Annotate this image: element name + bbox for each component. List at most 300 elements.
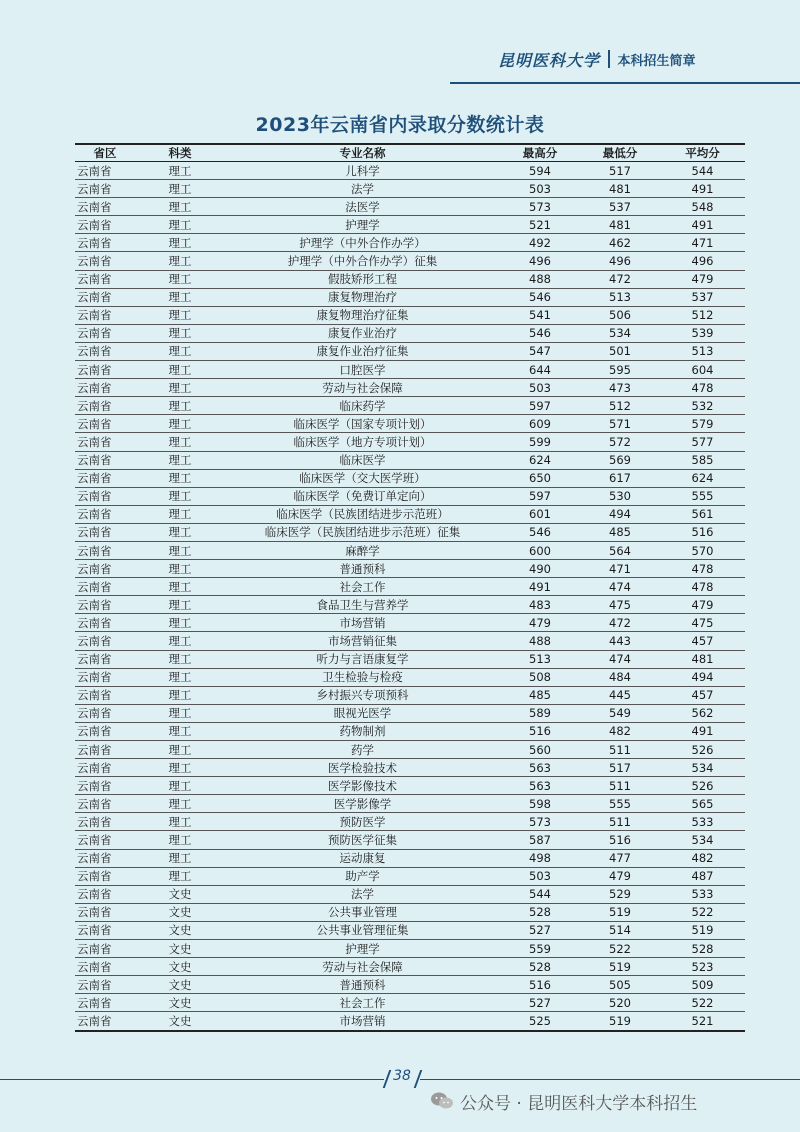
cell-min-score: 472 [580, 270, 660, 288]
cell-max-score: 644 [500, 361, 580, 379]
table-row [75, 849, 745, 867]
cell-major: 医学影像技术 [225, 777, 500, 795]
cell-province: 云南省 [75, 397, 135, 415]
cell-category: 理工 [135, 596, 225, 614]
cell-province: 云南省 [75, 903, 135, 921]
cell-min-score: 537 [580, 198, 660, 216]
cell-major: 普通预科 [225, 976, 500, 994]
cell-category: 理工 [135, 722, 225, 740]
cell-max-score: 498 [500, 849, 580, 867]
cell-min-score: 511 [580, 777, 660, 795]
cell-major: 康复物理治疗 [225, 288, 500, 306]
page-number: 38 [384, 1068, 420, 1090]
table-row [75, 940, 745, 958]
cell-province: 云南省 [75, 994, 135, 1012]
cell-max-score: 546 [500, 523, 580, 541]
cell-major: 法学 [225, 180, 500, 198]
cell-min-score: 481 [580, 216, 660, 234]
cell-province: 云南省 [75, 867, 135, 885]
cell-max-score: 609 [500, 415, 580, 433]
cell-category: 理工 [135, 505, 225, 523]
table-row [75, 523, 745, 541]
cell-min-score: 549 [580, 704, 660, 722]
brochure-title: 本科招生简章 [617, 53, 696, 69]
cell-major: 临床医学（免费订单定向） [225, 487, 500, 505]
table-row [75, 759, 745, 777]
cell-province: 云南省 [75, 198, 135, 216]
cell-max-score: 528 [500, 958, 580, 976]
cell-major: 临床医学（民族团结进步示范班）征集 [225, 523, 500, 541]
cell-province: 云南省 [75, 270, 135, 288]
cell-max-score: 527 [500, 921, 580, 939]
cell-category: 理工 [135, 198, 225, 216]
table-row [75, 288, 745, 306]
cell-major: 预防医学征集 [225, 831, 500, 849]
cell-major: 药物制剂 [225, 722, 500, 740]
cell-max-score: 528 [500, 903, 580, 921]
running-header [498, 44, 778, 74]
cell-min-score: 494 [580, 505, 660, 523]
cell-province: 云南省 [75, 958, 135, 976]
cell-min-score: 517 [580, 162, 660, 180]
cell-major: 法学 [225, 885, 500, 903]
cell-province: 云南省 [75, 560, 135, 578]
table-row [75, 234, 745, 252]
cell-category: 理工 [135, 162, 225, 180]
cell-category: 理工 [135, 614, 225, 632]
cell-province: 云南省 [75, 777, 135, 795]
cell-max-score: 488 [500, 632, 580, 650]
cell-avg-score: 561 [660, 505, 745, 523]
cell-province: 云南省 [75, 722, 135, 740]
page-title: 2023年云南省内录取分数统计表 [255, 114, 545, 136]
table-row [75, 994, 745, 1012]
cell-avg-score: 570 [660, 541, 745, 559]
table-row [75, 1012, 745, 1031]
cell-avg-score: 577 [660, 433, 745, 451]
cell-avg-score: 624 [660, 469, 745, 487]
cell-major: 儿科学 [225, 162, 500, 180]
cell-major: 护理学 [225, 216, 500, 234]
cell-max-score: 560 [500, 741, 580, 759]
cell-province: 云南省 [75, 813, 135, 831]
cell-avg-score: 534 [660, 759, 745, 777]
cell-province: 云南省 [75, 849, 135, 867]
table-row [75, 216, 745, 234]
cell-avg-score: 494 [660, 668, 745, 686]
cell-province: 云南省 [75, 578, 135, 596]
cell-category: 理工 [135, 704, 225, 722]
cell-category: 理工 [135, 180, 225, 198]
cell-min-score: 522 [580, 940, 660, 958]
cell-category: 理工 [135, 560, 225, 578]
cell-max-score: 521 [500, 216, 580, 234]
cell-max-score: 516 [500, 976, 580, 994]
cell-max-score: 599 [500, 433, 580, 451]
cell-category: 理工 [135, 433, 225, 451]
cell-min-score: 512 [580, 397, 660, 415]
cell-major: 市场营销征集 [225, 632, 500, 650]
cell-major: 康复作业治疗征集 [225, 342, 500, 360]
cell-min-score: 519 [580, 958, 660, 976]
cell-category: 理工 [135, 270, 225, 288]
cell-avg-score: 533 [660, 885, 745, 903]
cell-major: 临床医学（民族团结进步示范班） [225, 505, 500, 523]
cell-max-score: 598 [500, 795, 580, 813]
cell-province: 云南省 [75, 596, 135, 614]
table-row [75, 632, 745, 650]
cell-category: 理工 [135, 650, 225, 668]
cell-max-score: 490 [500, 560, 580, 578]
cell-province: 云南省 [75, 976, 135, 994]
table-body [75, 162, 745, 1031]
wechat-account-text: 公众号 · 昆明医科大学本科招生 [460, 1093, 698, 1114]
cell-avg-score: 526 [660, 741, 745, 759]
cell-max-score: 547 [500, 342, 580, 360]
cell-province: 云南省 [75, 1012, 135, 1031]
cell-category: 文史 [135, 940, 225, 958]
cell-avg-score: 562 [660, 704, 745, 722]
cell-major: 普通预科 [225, 560, 500, 578]
cell-major: 临床医学（地方专项计划） [225, 433, 500, 451]
table-row [75, 180, 745, 198]
cell-category: 理工 [135, 795, 225, 813]
cell-min-score: 617 [580, 469, 660, 487]
cell-province: 云南省 [75, 831, 135, 849]
table-row [75, 614, 745, 632]
cell-province: 云南省 [75, 704, 135, 722]
cell-province: 云南省 [75, 162, 135, 180]
cell-major: 医学影像学 [225, 795, 500, 813]
cell-max-score: 594 [500, 162, 580, 180]
cell-category: 理工 [135, 668, 225, 686]
cell-min-score: 477 [580, 849, 660, 867]
cell-major: 食品卫生与营养学 [225, 596, 500, 614]
table-row [75, 487, 745, 505]
table-row [75, 306, 745, 324]
cell-avg-score: 519 [660, 921, 745, 939]
cell-min-score: 517 [580, 759, 660, 777]
cell-major: 劳动与社会保障 [225, 379, 500, 397]
cell-category: 文史 [135, 958, 225, 976]
cell-min-score: 475 [580, 596, 660, 614]
table-row [75, 958, 745, 976]
cell-max-score: 544 [500, 885, 580, 903]
column-header-min-score: 最低分 [580, 144, 660, 162]
column-header-avg-score: 平均分 [660, 144, 745, 162]
cell-avg-score: 565 [660, 795, 745, 813]
cell-province: 云南省 [75, 451, 135, 469]
cell-major: 康复作业治疗 [225, 324, 500, 342]
cell-avg-score: 487 [660, 867, 745, 885]
cell-min-score: 513 [580, 288, 660, 306]
cell-major: 护理学（中外合作办学） [225, 234, 500, 252]
cell-category: 理工 [135, 252, 225, 270]
cell-major: 假肢矫形工程 [225, 270, 500, 288]
cell-category: 理工 [135, 288, 225, 306]
cell-min-score: 443 [580, 632, 660, 650]
cell-category: 文史 [135, 903, 225, 921]
cell-major: 康复物理治疗征集 [225, 306, 500, 324]
cell-major: 护理学（中外合作办学）征集 [225, 252, 500, 270]
cell-avg-score: 491 [660, 216, 745, 234]
cell-max-score: 624 [500, 451, 580, 469]
table-row [75, 921, 745, 939]
table-row [75, 541, 745, 559]
header-separator [608, 50, 610, 68]
cell-max-score: 541 [500, 306, 580, 324]
cell-min-score: 473 [580, 379, 660, 397]
cell-province: 云南省 [75, 469, 135, 487]
cell-max-score: 492 [500, 234, 580, 252]
cell-category: 文史 [135, 994, 225, 1012]
cell-major: 临床医学（国家专项计划） [225, 415, 500, 433]
cell-province: 云南省 [75, 505, 135, 523]
cell-min-score: 511 [580, 741, 660, 759]
cell-min-score: 516 [580, 831, 660, 849]
cell-category: 理工 [135, 487, 225, 505]
cell-min-score: 482 [580, 722, 660, 740]
cell-min-score: 484 [580, 668, 660, 686]
cell-category: 理工 [135, 451, 225, 469]
cell-min-score: 555 [580, 795, 660, 813]
cell-avg-score: 522 [660, 903, 745, 921]
wechat-icon [430, 1090, 454, 1112]
cell-province: 云南省 [75, 885, 135, 903]
cell-avg-score: 526 [660, 777, 745, 795]
column-header-category: 科类 [135, 144, 225, 162]
cell-max-score: 546 [500, 324, 580, 342]
cell-major: 临床医学 [225, 451, 500, 469]
table-row [75, 704, 745, 722]
table-row [75, 270, 745, 288]
cell-min-score: 479 [580, 867, 660, 885]
cell-major: 法医学 [225, 198, 500, 216]
cell-min-score: 530 [580, 487, 660, 505]
table-row [75, 342, 745, 360]
cell-major: 卫生检验与检疫 [225, 668, 500, 686]
cell-major: 社会工作 [225, 994, 500, 1012]
table-row [75, 831, 745, 849]
cell-province: 云南省 [75, 216, 135, 234]
table-row [75, 379, 745, 397]
cell-province: 云南省 [75, 306, 135, 324]
cell-avg-score: 509 [660, 976, 745, 994]
cell-avg-score: 604 [660, 361, 745, 379]
cell-min-score: 485 [580, 523, 660, 541]
cell-min-score: 519 [580, 1012, 660, 1031]
cell-min-score: 462 [580, 234, 660, 252]
cell-max-score: 527 [500, 994, 580, 1012]
table-row [75, 578, 745, 596]
cell-major: 眼视光医学 [225, 704, 500, 722]
cell-category: 理工 [135, 397, 225, 415]
cell-province: 云南省 [75, 180, 135, 198]
cell-province: 云南省 [75, 940, 135, 958]
cell-major: 社会工作 [225, 578, 500, 596]
cell-category: 文史 [135, 885, 225, 903]
cell-max-score: 563 [500, 759, 580, 777]
cell-avg-score: 522 [660, 994, 745, 1012]
cell-min-score: 506 [580, 306, 660, 324]
cell-category: 理工 [135, 777, 225, 795]
table-row [75, 741, 745, 759]
cell-max-score: 546 [500, 288, 580, 306]
cell-avg-score: 491 [660, 722, 745, 740]
cell-province: 云南省 [75, 921, 135, 939]
cell-major: 口腔医学 [225, 361, 500, 379]
cell-avg-score: 544 [660, 162, 745, 180]
cell-category: 理工 [135, 541, 225, 559]
cell-max-score: 559 [500, 940, 580, 958]
cell-province: 云南省 [75, 415, 135, 433]
cell-province: 云南省 [75, 795, 135, 813]
cell-min-score: 534 [580, 324, 660, 342]
cell-major: 市场营销 [225, 1012, 500, 1031]
cell-avg-score: 534 [660, 831, 745, 849]
cell-category: 理工 [135, 234, 225, 252]
table-row [75, 162, 745, 180]
table-row [75, 795, 745, 813]
cell-category: 理工 [135, 306, 225, 324]
cell-avg-score: 523 [660, 958, 745, 976]
cell-category: 理工 [135, 632, 225, 650]
cell-min-score: 481 [580, 180, 660, 198]
cell-province: 云南省 [75, 686, 135, 704]
cell-max-score: 589 [500, 704, 580, 722]
cell-min-score: 505 [580, 976, 660, 994]
cell-avg-score: 533 [660, 813, 745, 831]
cell-max-score: 503 [500, 379, 580, 397]
cell-min-score: 519 [580, 903, 660, 921]
table-row [75, 813, 745, 831]
cell-avg-score: 528 [660, 940, 745, 958]
cell-province: 云南省 [75, 379, 135, 397]
cell-category: 理工 [135, 324, 225, 342]
university-name: 昆明医科大学 [498, 50, 601, 70]
cell-avg-score: 479 [660, 596, 745, 614]
table-row [75, 596, 745, 614]
cell-min-score: 496 [580, 252, 660, 270]
table-row [75, 451, 745, 469]
table-row [75, 722, 745, 740]
column-header-max-score: 最高分 [500, 144, 580, 162]
cell-avg-score: 539 [660, 324, 745, 342]
cell-category: 理工 [135, 216, 225, 234]
cell-major: 临床医学（交大医学班） [225, 469, 500, 487]
cell-major: 劳动与社会保障 [225, 958, 500, 976]
cell-avg-score: 579 [660, 415, 745, 433]
cell-province: 云南省 [75, 523, 135, 541]
cell-min-score: 595 [580, 361, 660, 379]
cell-avg-score: 481 [660, 650, 745, 668]
cell-avg-score: 479 [660, 270, 745, 288]
cell-min-score: 511 [580, 813, 660, 831]
cell-category: 理工 [135, 578, 225, 596]
cell-major: 运动康复 [225, 849, 500, 867]
cell-province: 云南省 [75, 668, 135, 686]
cell-min-score: 572 [580, 433, 660, 451]
cell-min-score: 529 [580, 885, 660, 903]
cell-max-score: 573 [500, 198, 580, 216]
cell-category: 理工 [135, 415, 225, 433]
cell-province: 云南省 [75, 650, 135, 668]
cell-major: 护理学 [225, 940, 500, 958]
cell-max-score: 513 [500, 650, 580, 668]
cell-avg-score: 585 [660, 451, 745, 469]
cell-min-score: 471 [580, 560, 660, 578]
cell-avg-score: 516 [660, 523, 745, 541]
cell-max-score: 563 [500, 777, 580, 795]
cell-category: 理工 [135, 741, 225, 759]
table-header-row [75, 144, 745, 162]
cell-max-score: 601 [500, 505, 580, 523]
cell-max-score: 488 [500, 270, 580, 288]
cell-min-score: 445 [580, 686, 660, 704]
cell-max-score: 483 [500, 596, 580, 614]
cell-max-score: 496 [500, 252, 580, 270]
cell-category: 理工 [135, 342, 225, 360]
cell-avg-score: 471 [660, 234, 745, 252]
cell-max-score: 485 [500, 686, 580, 704]
header-rule [450, 82, 800, 84]
table-row [75, 505, 745, 523]
cell-province: 云南省 [75, 234, 135, 252]
cell-max-score: 597 [500, 397, 580, 415]
cell-max-score: 503 [500, 867, 580, 885]
table-row [75, 469, 745, 487]
cell-major: 预防医学 [225, 813, 500, 831]
cell-avg-score: 457 [660, 686, 745, 704]
cell-min-score: 520 [580, 994, 660, 1012]
cell-province: 云南省 [75, 487, 135, 505]
table-row [75, 397, 745, 415]
cell-max-score: 491 [500, 578, 580, 596]
cell-major: 药学 [225, 741, 500, 759]
table-row [75, 686, 745, 704]
cell-min-score: 472 [580, 614, 660, 632]
cell-avg-score: 532 [660, 397, 745, 415]
table-row [75, 560, 745, 578]
table-row [75, 415, 745, 433]
cell-avg-score: 548 [660, 198, 745, 216]
column-header-province: 省区 [75, 144, 135, 162]
cell-category: 理工 [135, 759, 225, 777]
cell-max-score: 525 [500, 1012, 580, 1031]
cell-avg-score: 513 [660, 342, 745, 360]
cell-max-score: 503 [500, 180, 580, 198]
cell-category: 理工 [135, 867, 225, 885]
cell-category: 理工 [135, 831, 225, 849]
cell-province: 云南省 [75, 252, 135, 270]
cell-avg-score: 478 [660, 578, 745, 596]
cell-province: 云南省 [75, 614, 135, 632]
cell-min-score: 569 [580, 451, 660, 469]
cell-max-score: 573 [500, 813, 580, 831]
cell-major: 助产学 [225, 867, 500, 885]
cell-category: 理工 [135, 469, 225, 487]
cell-category: 理工 [135, 361, 225, 379]
table-row [75, 668, 745, 686]
cell-major: 公共事业管理征集 [225, 921, 500, 939]
cell-max-score: 597 [500, 487, 580, 505]
cell-category: 文史 [135, 976, 225, 994]
cell-min-score: 564 [580, 541, 660, 559]
table-row [75, 361, 745, 379]
cell-major: 听力与言语康复学 [225, 650, 500, 668]
table-row [75, 324, 745, 342]
table-row [75, 976, 745, 994]
